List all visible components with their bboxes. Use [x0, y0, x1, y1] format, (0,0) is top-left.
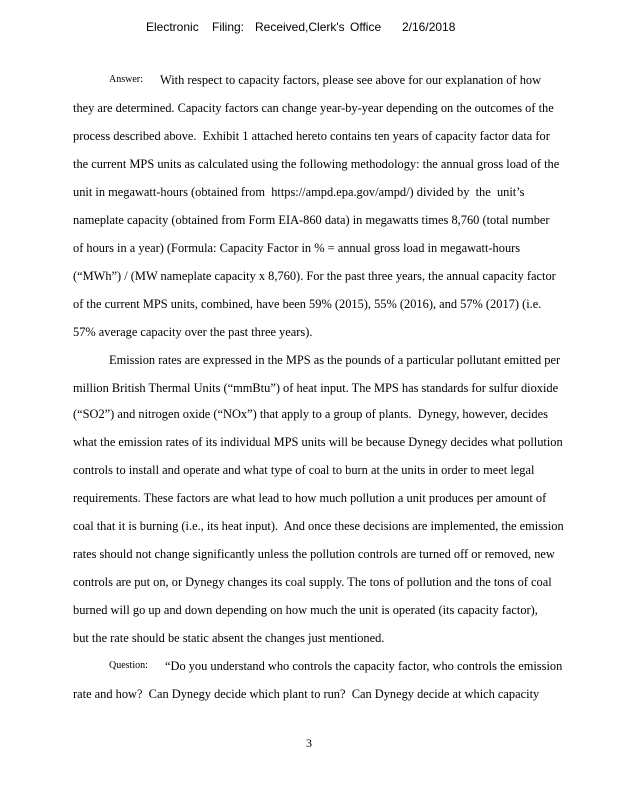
text-line: coal that it is burning (i.e., its heat input). And once these decisions are implemented, the emission	[73, 519, 564, 533]
text-line: unit in megawatt-hours (obtained from https://ampd.epa.gov/ampd/) divided by the unit’s	[73, 185, 525, 199]
text-line: (“MWh”) / (MW nameplate capacity x 8,760). For the past three years, the annual capacity factor	[73, 269, 556, 283]
text-line: of the current MPS units, combined, have been 59% (2015), 55% (2016), and 57% (2017) (i.e.	[73, 297, 542, 311]
text-line: they are determined. Capacity factors can change year-by-year depending on the outcomes of the	[73, 101, 554, 115]
text-line: of hours in a year) (Formula: Capacity Factor in % = annual gross load in megawatt-hours	[73, 241, 521, 255]
text-line: controls are put on, or Dynegy changes its coal supply. The tons of pollution and the tons of coal	[73, 575, 552, 589]
header-electronic: Electronic	[146, 20, 199, 34]
text-line: rate and how? Can Dynegy decide which plant to run? Can Dynegy decide at which capacity	[73, 687, 540, 701]
header-filing: Filing:	[212, 20, 245, 34]
text-line: Emission rates are expressed in the MPS as the pounds of a particular pollutant emitted per	[109, 353, 561, 367]
header-office: Office	[350, 20, 382, 34]
text-line: (“SO2”) and nitrogen oxide (“NOx”) that apply to a group of plants. Dynegy, however, decides	[73, 407, 548, 421]
header-received: Received,Clerk's	[255, 20, 345, 34]
page-number: 3	[306, 736, 312, 750]
text-line: “Do you understand who controls the capacity factor, who controls the emission	[165, 659, 563, 673]
text-line: rates should not change significantly unless the pollution controls are turned off or removed, new	[73, 547, 555, 561]
text-line: controls to install and operate and what type of coal to burn at the units in order to meet legal	[73, 463, 535, 477]
header-date: 2/16/2018	[402, 20, 456, 34]
question-label: Question:	[109, 660, 148, 671]
text-line: but the rate should be static absent the changes just mentioned.	[73, 631, 385, 645]
text-line: nameplate capacity (obtained from Form EIA-860 data) in megawatts times 8,760 (total number	[73, 213, 550, 227]
answer-label: Answer:	[109, 74, 143, 85]
text-line: burned will go up and down depending on how much the unit is operated (its capacity factor),	[73, 603, 538, 617]
text-line: million British Thermal Units (“mmBtu”) of heat input. The MPS has standards for sulfur dioxide	[73, 381, 559, 395]
text-line: process described above. Exhibit 1 attached hereto contains ten years of capacity factor data for	[73, 129, 550, 143]
text-line: 57% average capacity over the past three years).	[73, 325, 313, 339]
text-line: With respect to capacity factors, please see above for our explanation of how	[160, 73, 542, 87]
text-line: what the emission rates of its individual MPS units will be because Dynegy decides what pollution	[73, 435, 563, 449]
text-line: requirements. These factors are what lead to how much pollution a unit produces per amount of	[73, 491, 547, 505]
text-line: the current MPS units as calculated using the following methodology: the annual gross load of the	[73, 157, 560, 171]
